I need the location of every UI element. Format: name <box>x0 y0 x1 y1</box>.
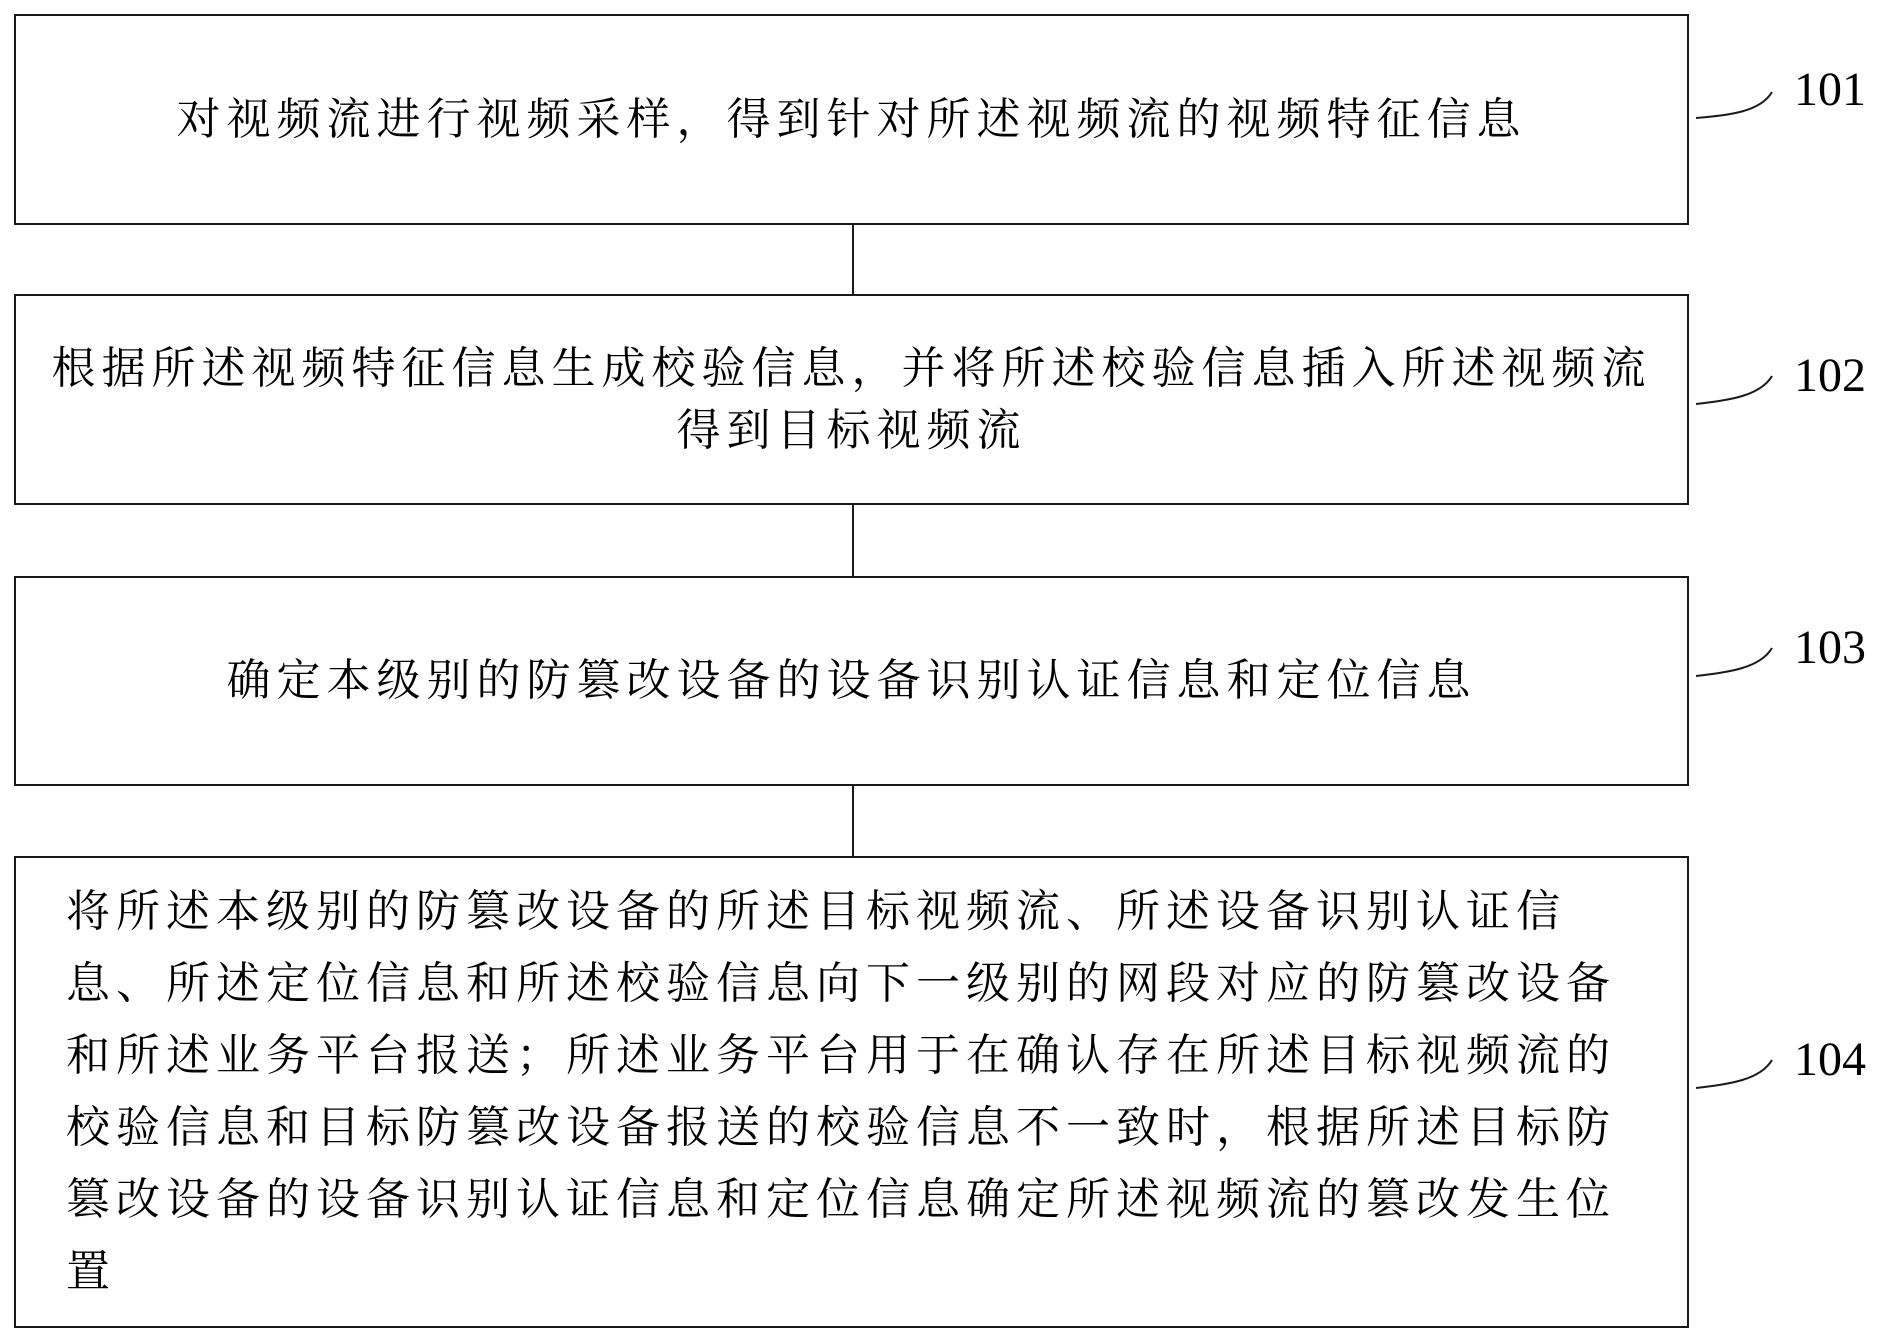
leader-line-103 <box>1696 648 1772 676</box>
step-box-102 <box>14 294 1689 505</box>
step-label-104: 104 <box>1794 1033 1866 1086</box>
step-box-101 <box>14 14 1689 225</box>
step-label-102: 102 <box>1794 349 1866 402</box>
step-text-101: 对视频流进行视频采样，得到针对所述视频流的视频特征信息 <box>176 93 1527 145</box>
step-box-103 <box>14 576 1689 786</box>
step-text-102: 根据所述视频特征信息生成校验信息，并将所述校验信息插入所述视频流得到目标视频流 <box>51 342 1652 456</box>
step-label-101: 101 <box>1794 63 1866 116</box>
step-label-103: 103 <box>1794 621 1866 674</box>
leader-line-102 <box>1696 376 1772 404</box>
step-text-103: 确定本级别的防篡改设备的设备识别认证信息和定位信息 <box>226 655 1477 706</box>
step-box-104 <box>14 856 1689 1328</box>
step-text-104: 将所述本级别的防篡改设备的所述目标视频流、所述设备识别认证信息、所述定位信息和所述校验信息向下一级别的网段对应的防篡改设备和所述业务平台报送；所述业务平台用于在确认存在所述目标视频流的校验信息和目标防篡改设备报送的校验信息不一致时，根据所述目标防篡改设备的设备识别认证信息和定位信息确定所述视频流的篡改发生位置 <box>66 886 1616 1297</box>
connector-102-103 <box>852 505 854 576</box>
leader-line-101 <box>1696 92 1772 118</box>
connector-101-102 <box>852 225 854 294</box>
leader-line-104 <box>1696 1060 1772 1088</box>
connector-103-104 <box>852 786 854 856</box>
